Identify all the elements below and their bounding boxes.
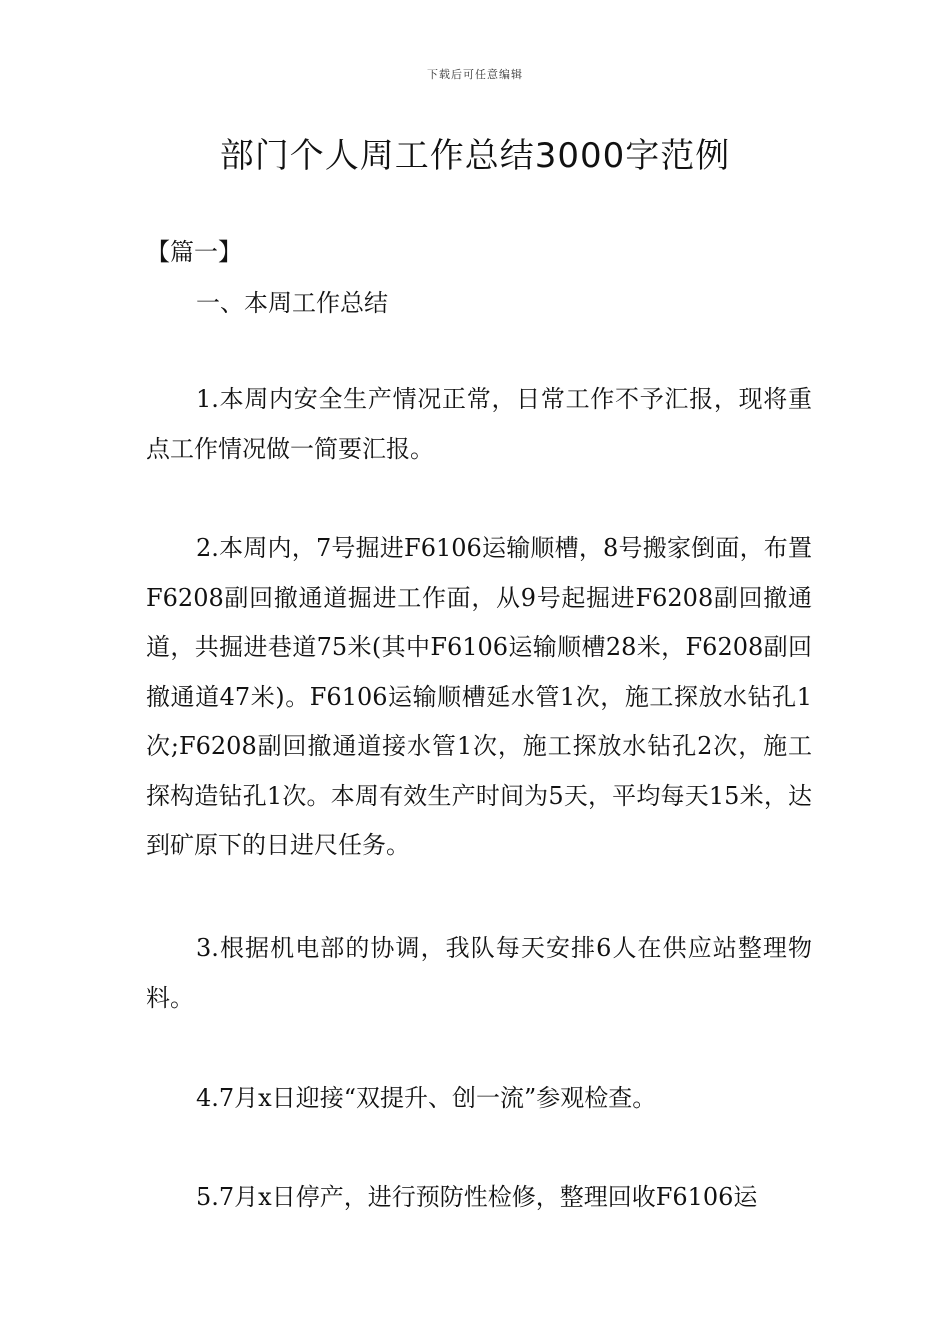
paragraph-4: 4.7月x日迎接“双提升、创一流”参观检查。 [196,1084,657,1112]
document-title: 部门个人周工作总结3000字范例 [219,136,731,176]
section-heading: 一、本周工作总结 [196,289,388,317]
paragraph-5: 5.7月x日停产，进行预防性检修，整理回收F6106运 [196,1183,758,1211]
header-note: 下载后可任意编辑 [427,68,523,81]
paragraph-1: 1.本周内安全生产情况正常，日常工作不予汇报，现将重点工作情况做一简要汇报。 [146,385,812,463]
section-label: 【篇一】 [146,238,242,266]
paragraph-2: 2.本周内，7号掘进F6106运输顺槽，8号搬家倒面，布置F6208副回撤通道掘进工作面，从9号起掘进F6208副回撤通道，共掘进巷道75米(其中F6106运输顺槽28米，F6208副回撤通道47米)。F6106运输顺槽延水管1次，施工探放水钻孔1次;F6208副回撤通道接水管1次，施工探放水钻孔2次，施工探构造钻孔1次。本周有效生产时间为5天，平均每天15米，达到矿原下的日进尺任务。 [146,534,812,859]
paragraph-3: 3.根据机电部的协调，我队每天安排6人在供应站整理物料。 [146,934,812,1012]
